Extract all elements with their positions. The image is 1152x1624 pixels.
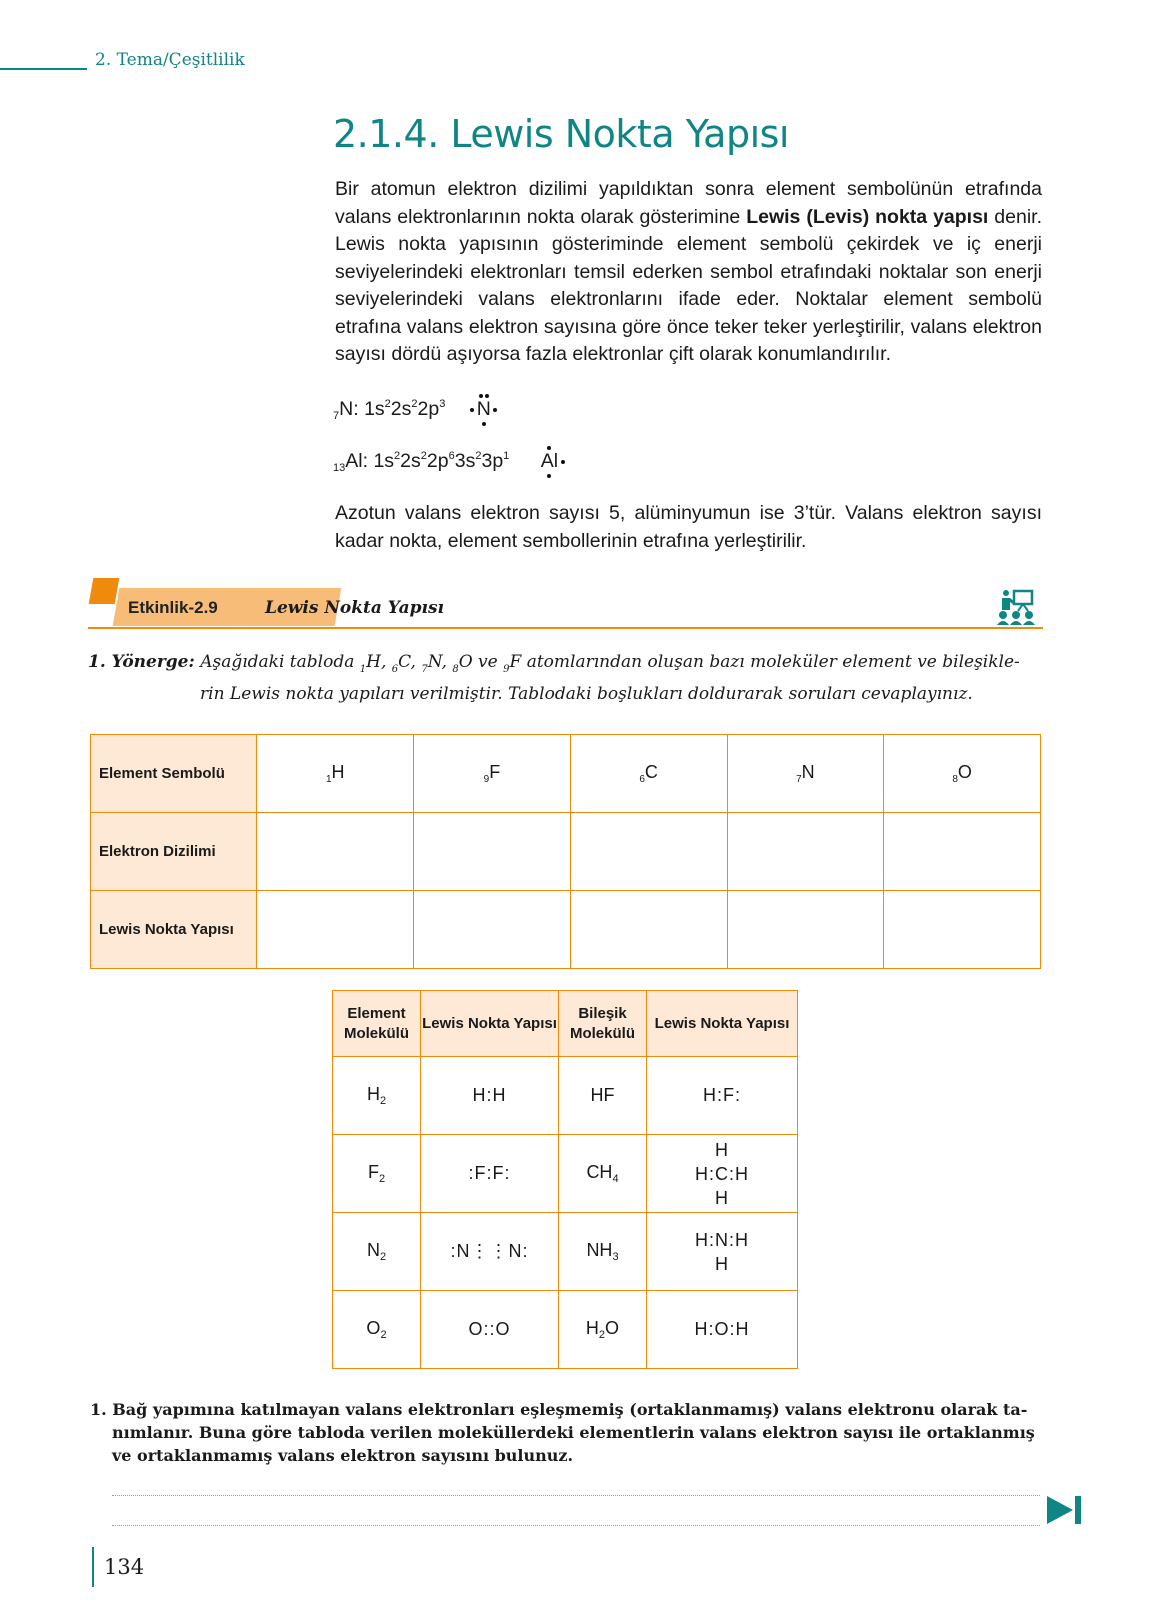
element-molecule: $H_2$ <box>333 1057 421 1135</box>
row-header: Elektron Dizilimi <box>91 813 257 891</box>
compound-lewis: H:O:H <box>647 1291 798 1369</box>
activity-title: Lewis Nokta Yapısı <box>265 598 444 618</box>
empty-answer-cell[interactable] <box>257 813 414 891</box>
teacher-presentation-icon <box>996 589 1036 625</box>
question-number: 1. <box>90 1400 107 1419</box>
element-cell: $_6$C <box>570 735 727 813</box>
page-number: 134 <box>104 1555 145 1579</box>
element-cell: $_9$F <box>414 735 571 813</box>
element-lewis: O::O <box>421 1291 559 1369</box>
page-number-rule <box>92 1547 94 1587</box>
compound-molecule: $CH_4$ <box>559 1135 647 1213</box>
directive: 1. Yönerge: Aşağıdaki tabloda $_1$H, $_6$C, $_7$N, $_8$O ve $_9$F atomlarından oluşan bazı moleküler element ve bileşikle- rin Lewis nokta yapıları verilmiştir. Tablodaki boşlukları doldurarak soruları cevaplayınız. <box>88 652 1020 704</box>
empty-answer-cell[interactable] <box>884 813 1041 891</box>
element-lewis: :N⋮⋮N: <box>421 1213 559 1291</box>
element-table <box>90 734 1041 969</box>
column-header: Element Molekülü <box>333 991 421 1057</box>
aluminium-config: $_{13}$Al: $1s^22s^22p^63s^23p^1$ Al <box>333 450 558 474</box>
intro-text-b: denir. Lewis nokta yapısının gösteriminde element sembolü çekirdek ve iç enerji seviyelerindeki elektronları temsil ederken sembol etrafındaki noktalar son enerji seviyelerindeki valans elektronlarını ifade eder. Noktalar element sembolü etrafına valans elektron sayısına göre önce teker teker yerleştirilir, valans elektron sayısı dördü aşıyorsa fazla elektronlar çift olarak konumlandırılır. <box>335 205 1042 365</box>
row-header: Lewis Nokta Yapısı <box>91 891 257 969</box>
column-header: Lewis Nokta Yapısı <box>647 991 798 1057</box>
question-1: 1. Bağ yapımına katılmayan valans elektronları eşleşmemiş (ortaklanmamış) valans elektronu olarak ta- nımlanır. Buna göre tabloda verilen moleküllerdeki elementlerin valans elektron sayısı ile ortaklanmış ve ortaklanmamış valans elektron sayısını bulunuz. <box>90 1400 1035 1465</box>
empty-answer-cell[interactable] <box>570 891 727 969</box>
row-header: Element Sembolü <box>91 735 257 813</box>
intro-paragraph <box>335 176 1042 369</box>
empty-answer-cell[interactable] <box>727 813 884 891</box>
molecule-table <box>332 990 798 1369</box>
table-row <box>333 1057 798 1135</box>
empty-answer-cell[interactable] <box>570 813 727 891</box>
atomic-number: 13 <box>333 462 346 474</box>
compound-lewis: H H:C:H H <box>647 1135 798 1213</box>
table-row <box>91 735 1041 813</box>
compound-molecule: $H_2O$ <box>559 1291 647 1369</box>
table-row <box>91 891 1041 969</box>
header-rule <box>0 68 87 70</box>
element-lewis: H:H <box>421 1057 559 1135</box>
table-row <box>333 1291 798 1369</box>
column-header: Bileşik Molekülü <box>559 991 647 1057</box>
intro-text-a: Bir atomun elektron dizilimi yapıldıktan sonra element sembolünün etrafında valans elektronlarının nokta olarak gösterimine <box>335 178 1042 228</box>
empty-answer-cell[interactable] <box>414 813 571 891</box>
element-cell: $_7$N <box>727 735 884 813</box>
answer-line[interactable] <box>112 1525 1040 1526</box>
atomic-number: 7 <box>333 410 340 422</box>
compound-molecule: $NH_3$ <box>559 1213 647 1291</box>
empty-answer-cell[interactable] <box>257 891 414 969</box>
element-lewis: :F:F: <box>421 1135 559 1213</box>
element-symbol: Al <box>345 450 363 472</box>
next-page-icon[interactable] <box>1045 1494 1085 1526</box>
element-molecule: $N_2$ <box>333 1213 421 1291</box>
element-molecule: $F_2$ <box>333 1135 421 1213</box>
column-header: Lewis Nokta Yapısı <box>421 991 559 1057</box>
nitrogen-config: $_7$N: $1s^22s^22p^3$ N <box>333 398 491 422</box>
element-cell: $_8$O <box>884 735 1041 813</box>
empty-answer-cell[interactable] <box>727 891 884 969</box>
aluminium-lewis-structure: Al <box>541 450 558 473</box>
compound-lewis: H:F: <box>647 1057 798 1135</box>
activity-rule <box>88 627 1043 629</box>
section-header: 2. Tema/Çeşitlilik <box>95 50 245 70</box>
compound-lewis: H:N:H H <box>647 1213 798 1291</box>
empty-answer-cell[interactable] <box>414 891 571 969</box>
element-cell: $_1$H <box>257 735 414 813</box>
activity-label: Etkinlik-2.9 <box>128 598 218 617</box>
table-header-row <box>333 991 798 1057</box>
table-row <box>91 813 1041 891</box>
element-molecule: $O_2$ <box>333 1291 421 1369</box>
summary-paragraph: Azotun valans elektron sayısı 5, alüminyumun ise 3’tür. Valans elektron sayısı kadar nokta, element sembollerinin etrafına yerleştirilir. <box>335 502 1042 552</box>
element-symbol: N <box>339 398 354 420</box>
compound-molecule: HF <box>559 1057 647 1135</box>
answer-line[interactable] <box>112 1495 1040 1496</box>
nitrogen-lewis-structure: N <box>477 398 491 421</box>
intro-bold-term: Lewis (Levis) nokta yapısı <box>746 205 989 228</box>
activity-banner <box>88 578 1043 630</box>
table-row <box>333 1135 798 1213</box>
page-title: 2.1.4. Lewis Nokta Yapısı <box>333 112 789 156</box>
table-row <box>333 1213 798 1291</box>
activity-marker <box>89 578 120 604</box>
directive-label: 1. Yönerge: <box>88 652 195 672</box>
empty-answer-cell[interactable] <box>884 891 1041 969</box>
